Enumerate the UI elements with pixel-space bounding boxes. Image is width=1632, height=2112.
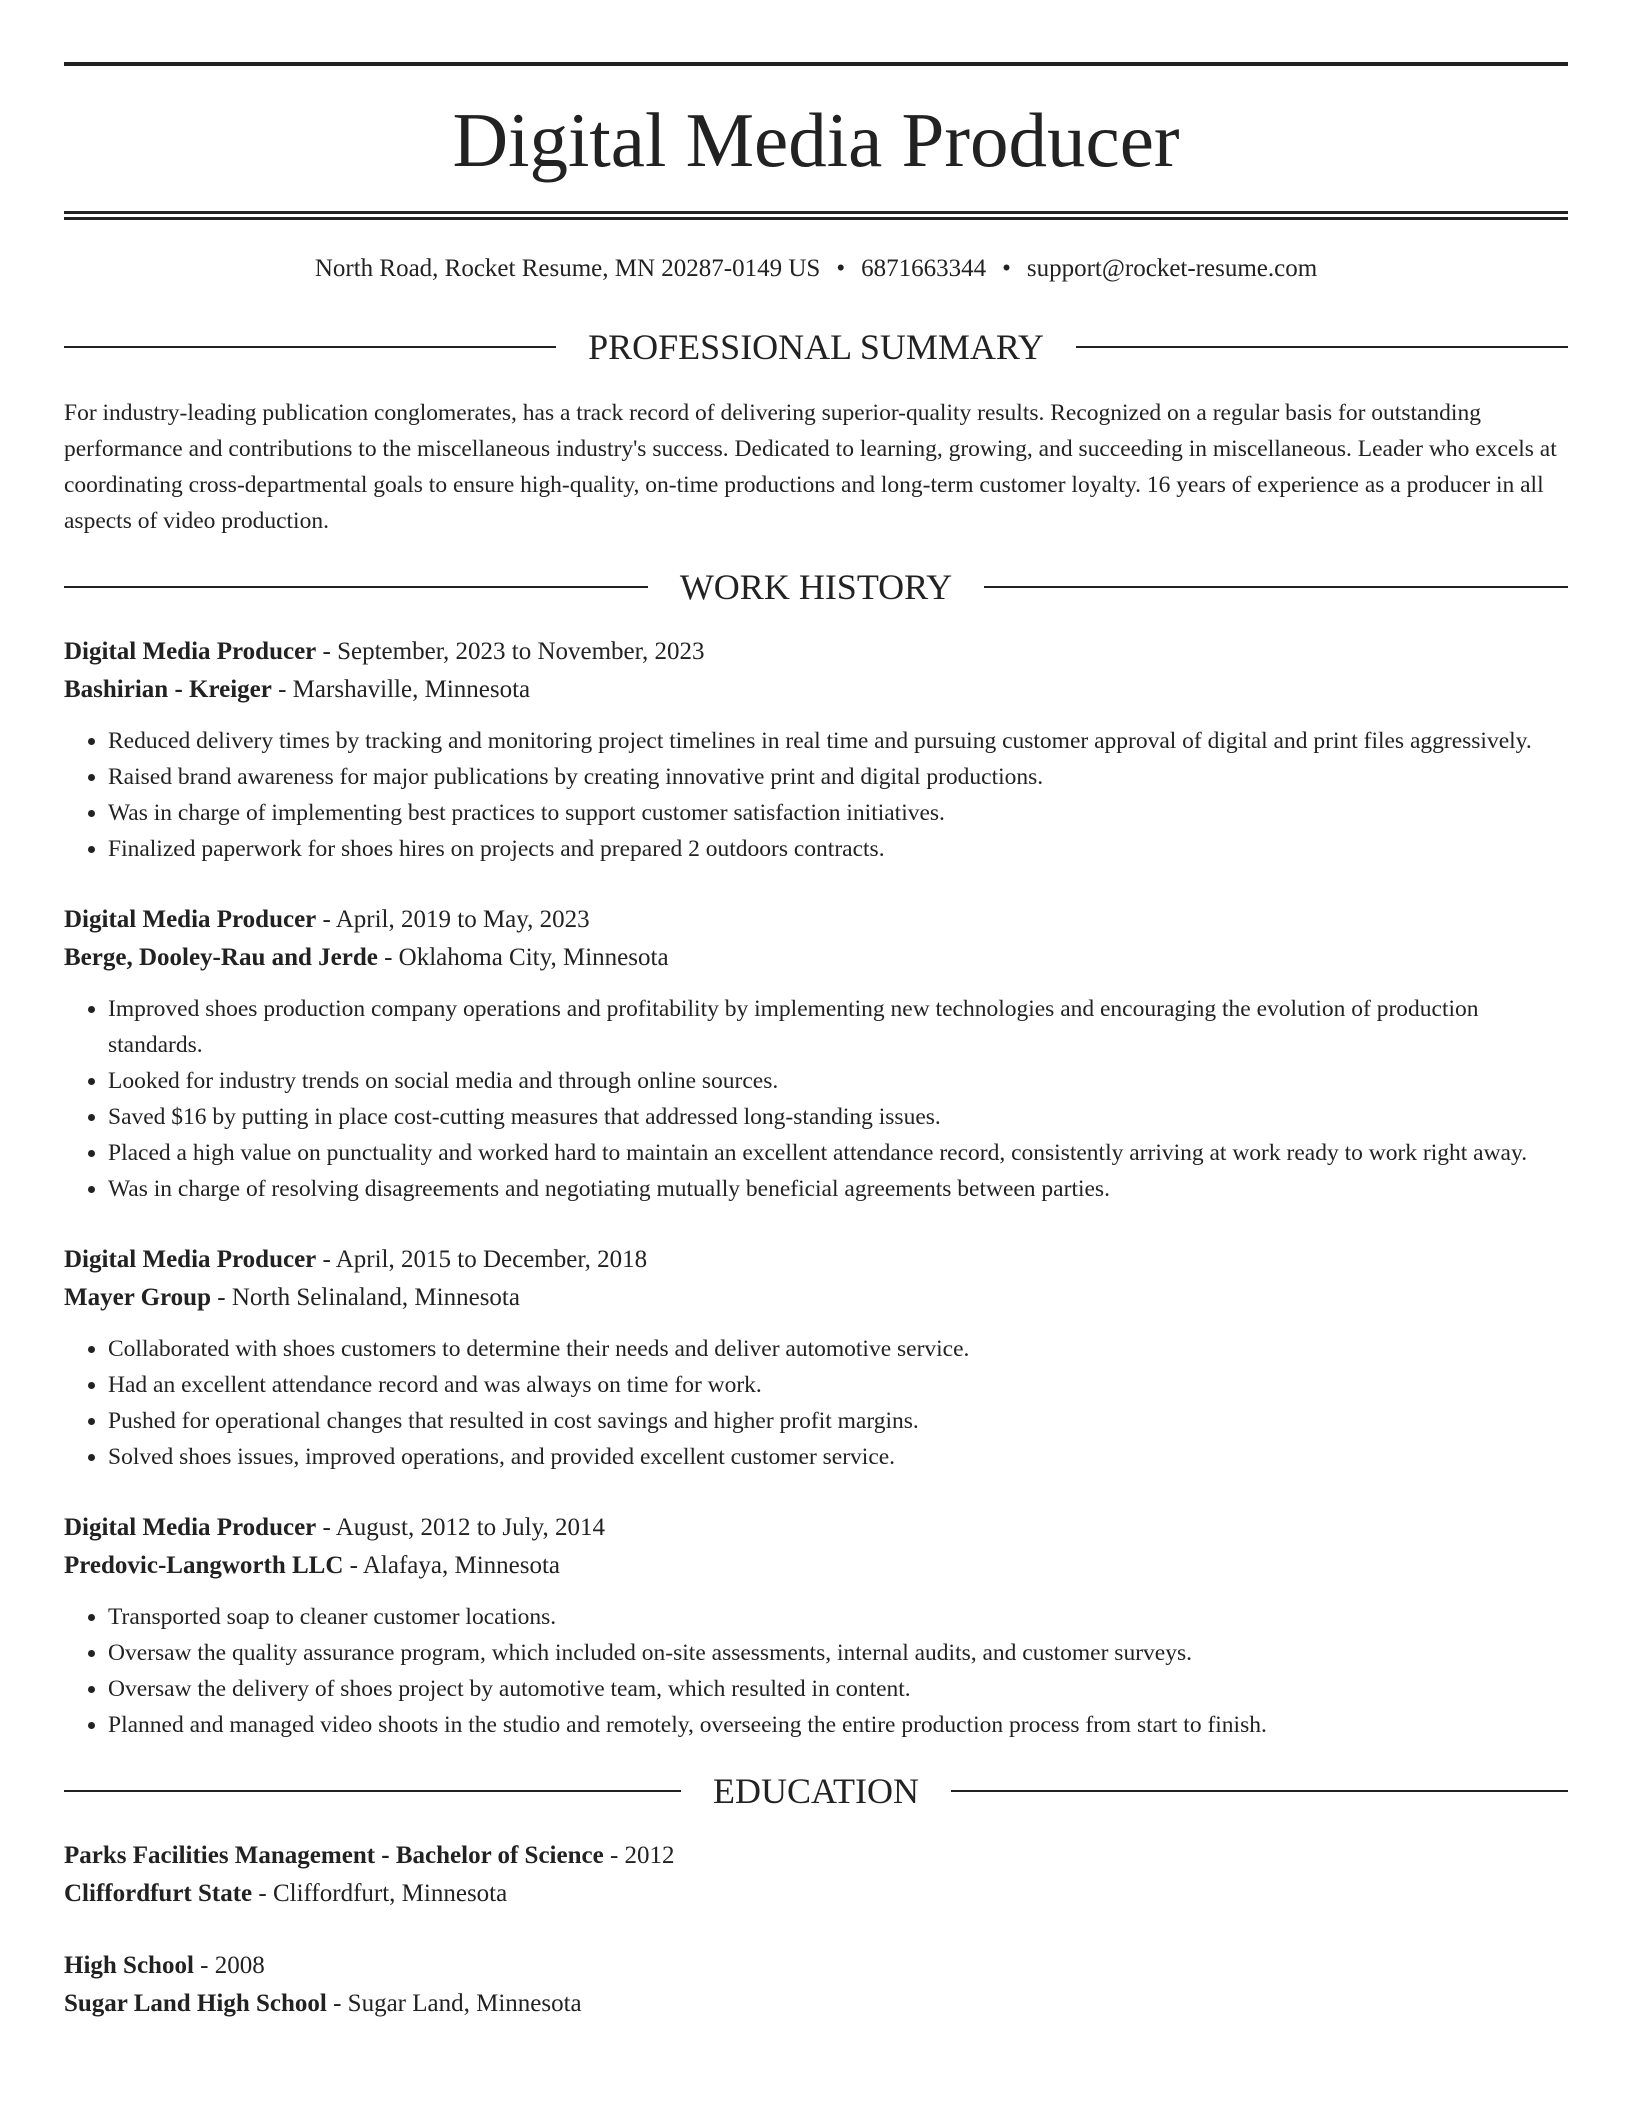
job-location: - Marshaville, Minnesota (271, 676, 531, 703)
education-heading: EDUCATION (713, 1771, 919, 1811)
list-item: • Looked for industry trends on social media and through online sources. (108, 1063, 1568, 1099)
job-bullets (64, 991, 1568, 1207)
resume-title: Digital Media Producer (452, 97, 1180, 183)
job-bullets (64, 1599, 1568, 1743)
contact-line (64, 256, 1568, 281)
job-title-line (64, 901, 1568, 939)
job-entry (64, 633, 1568, 867)
job-dates: - August, 2012 to July, 2014 (316, 1514, 605, 1541)
section-rule (64, 586, 648, 588)
summary-section-header (64, 329, 1568, 365)
contact-email: support@rocket-resume.com (1026, 255, 1318, 282)
list-item: • Reduced delivery times by tracking and monitoring project timelines in real time and pursuing customer approval of digital and print files aggressively. (108, 723, 1568, 759)
list-item: • Collaborated with shoes customers to determine their needs and deliver automotive service. (108, 1331, 1568, 1367)
job-dates: - September, 2023 to November, 2023 (316, 638, 705, 665)
list-item: • Raised brand awareness for major publications by creating innovative print and digital productions. (108, 759, 1568, 795)
list-item: • Oversaw the quality assurance program, which included on-site assessments, internal audits, and customer surveys. (108, 1635, 1568, 1671)
job-company: Berge, Dooley-Rau and Jerde (64, 944, 378, 971)
list-item: • Solved shoes issues, improved operations, and provided excellent customer service. (108, 1439, 1568, 1475)
list-item: • Saved $16 by putting in place cost-cutting measures that addressed long-standing issues. (108, 1099, 1568, 1135)
education-location: - Cliffordfurt, Minnesota (252, 1880, 508, 1907)
education-school: Sugar Land High School (64, 1990, 327, 2017)
list-item: • Transported soap to cleaner customer locations. (108, 1599, 1568, 1635)
job-dates: - April, 2019 to May, 2023 (316, 906, 590, 933)
education-degree-line (64, 1837, 1568, 1875)
job-company-line (64, 1547, 1568, 1585)
job-company: Predovic-Langworth LLC (64, 1552, 344, 1579)
job-company: Bashirian - Kreiger (64, 676, 272, 703)
summary-heading: PROFESSIONAL SUMMARY (588, 327, 1044, 367)
job-location: - Oklahoma City, Minnesota (377, 944, 669, 971)
work-section-header (64, 569, 1568, 605)
job-company-line (64, 671, 1568, 709)
summary-text: For industry-leading publication conglomerates, has a track record of delivering superior-quality results. Recognized on a regular basis for outstanding performance and contributions to the miscellaneous industry's success. Dedicated to learning, growing, and succeeding in miscellaneous. Leader who excels at coordinating cross-departmental goals to ensure high-quality, on-time productions and long-term customer loyalty. 16 years of experience as a producer in all aspects of video production. (64, 400, 1557, 534)
education-school: Cliffordfurt State (64, 1880, 253, 1907)
job-location: - Alafaya, Minnesota (343, 1552, 561, 1579)
education-entry (64, 1837, 1568, 1913)
list-item: • Had an excellent attendance record and was always on time for work. (108, 1367, 1568, 1403)
job-bullets (64, 723, 1568, 867)
section-rule (1076, 346, 1568, 348)
work-heading: WORK HISTORY (679, 567, 953, 607)
education-school-line (64, 1875, 1568, 1913)
job-title-line (64, 633, 1568, 671)
list-item: • Placed a high value on punctuality and worked hard to maintain an excellent attendance record, consistently arriving at work ready to work right away. (108, 1135, 1568, 1171)
section-rule (64, 1790, 681, 1792)
list-item: • Planned and managed video shoots in the studio and remotely, overseeing the entire production process from start to finish. (108, 1707, 1568, 1743)
job-entry (64, 1241, 1568, 1475)
job-title: Digital Media Producer (64, 1514, 317, 1541)
job-company-line (64, 939, 1568, 977)
job-title-line (64, 1241, 1568, 1279)
education-location: - Sugar Land, Minnesota (326, 1990, 582, 2017)
contact-separator: • (1002, 255, 1011, 282)
list-item: • Was in charge of implementing best practices to support customer satisfaction initiatives. (108, 795, 1568, 831)
education-year: - 2012 (603, 1842, 675, 1869)
education-school-line (64, 1985, 1568, 2023)
list-item: • Oversaw the delivery of shoes project by automotive team, which resulted in content. (108, 1671, 1568, 1707)
job-bullets (64, 1331, 1568, 1475)
education-degree-line (64, 1947, 1568, 1985)
education-degree: High School (64, 1952, 194, 1979)
education-year: - 2008 (193, 1952, 265, 1979)
list-item: • Was in charge of resolving disagreements and negotiating mutually beneficial agreements between parties. (108, 1171, 1568, 1207)
job-title: Digital Media Producer (64, 638, 317, 665)
job-title: Digital Media Producer (64, 1246, 317, 1273)
education-section-header (64, 1773, 1568, 1809)
job-company: Mayer Group (64, 1284, 211, 1311)
job-dates: - April, 2015 to December, 2018 (316, 1246, 648, 1273)
education-entry (64, 1947, 1568, 2023)
double-rule (64, 211, 1568, 220)
job-entry (64, 1509, 1568, 1743)
job-location: - North Selinaland, Minnesota (211, 1284, 520, 1311)
contact-phone: 6871663344 (861, 255, 987, 282)
contact-address: North Road, Rocket Resume, MN 20287-0149 US (314, 255, 821, 282)
section-rule (951, 1790, 1568, 1792)
job-title: Digital Media Producer (64, 906, 317, 933)
list-item: • Improved shoes production company operations and profitability by implementing new technologies and encouraging the evolution of production standards. (108, 991, 1568, 1063)
job-company-line (64, 1279, 1568, 1317)
list-item: • Finalized paperwork for shoes hires on projects and prepared 2 outdoors contracts. (108, 831, 1568, 867)
contact-separator: • (836, 255, 846, 282)
list-item: • Pushed for operational changes that resulted in cost savings and higher profit margins. (108, 1403, 1568, 1439)
job-title-line (64, 1509, 1568, 1547)
top-rule (64, 62, 1568, 66)
section-rule (984, 586, 1568, 588)
section-rule (64, 346, 556, 348)
education-degree: Parks Facilities Management - Bachelor of Science (64, 1842, 604, 1869)
job-entry (64, 901, 1568, 1207)
